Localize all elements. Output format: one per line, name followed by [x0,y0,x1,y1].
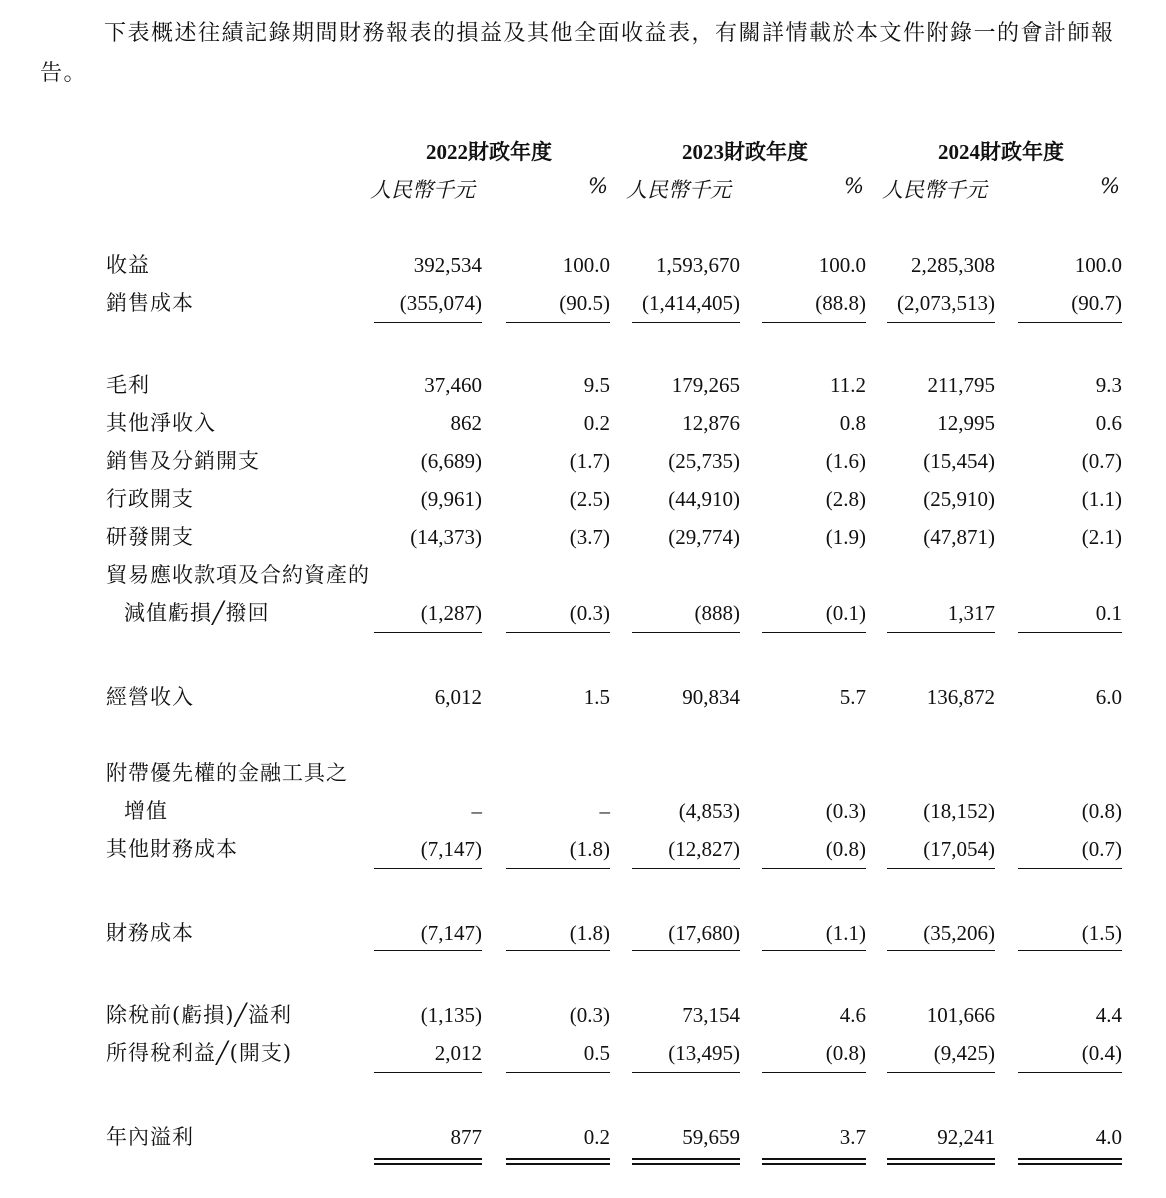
double-underline-rule [506,1158,610,1165]
cell-value: (1,287) [420,601,482,625]
cell-value: (0.1) [825,601,866,625]
underline-rule [506,1072,610,1073]
year-header-2022: 2022財政年度 [426,140,552,164]
cell-value: 12,876 [682,411,740,435]
cell-value: (0.8) [825,1041,866,1065]
year-header-2024: 2024財政年度 [938,140,1064,164]
underline-rule [374,322,482,323]
cell-value: (2.1) [1081,525,1122,549]
row-label: 增值 [124,799,168,823]
cell-value: (90.7) [1071,291,1122,315]
row-label: 除稅前(虧損)╱溢利 [106,1003,293,1027]
cell-value: (13,495) [668,1041,740,1065]
underline-rule [374,1072,482,1073]
cell-value: 37,460 [424,373,482,397]
pct-header-2024: % [1100,174,1120,198]
cell-value: 59,659 [682,1125,740,1149]
cell-value: (1.7) [569,449,610,473]
cell-value: (47,871) [923,525,995,549]
double-underline-rule [762,1158,866,1165]
cell-value: 2,285,308 [911,253,995,277]
underline-rule [632,1072,740,1073]
underline-rule [762,1072,866,1073]
cell-value: 6.0 [1095,685,1122,709]
underline-rule [762,632,866,633]
cell-value: (0.8) [1081,799,1122,823]
double-underline-rule [887,1158,995,1165]
underline-rule [1018,322,1122,323]
cell-value: 392,534 [413,253,482,277]
cell-value: (88.8) [815,291,866,315]
underline-rule [887,868,995,869]
row-label: 銷售及分銷開支 [106,449,260,473]
underline-rule [374,868,482,869]
cell-value: 73,154 [682,1003,740,1027]
underline-rule [1018,868,1122,869]
row-label: 收益 [106,253,150,277]
cell-value: 1,317 [947,601,995,625]
cell-value: (1.1) [1081,487,1122,511]
cell-value: (4,853) [678,799,740,823]
cell-value: – [471,799,482,823]
cell-value: (7,147) [420,921,482,945]
underline-rule [506,950,610,951]
double-underline-rule [1018,1158,1122,1165]
cell-value: (2.5) [569,487,610,511]
cell-value: (25,735) [668,449,740,473]
underline-rule [632,868,740,869]
cell-value: (6,689) [420,449,482,473]
cell-value: (14,373) [410,525,482,549]
cell-value: (9,961) [420,487,482,511]
cell-value: (2.8) [825,487,866,511]
cell-value: 12,995 [937,411,995,435]
cell-value: (12,827) [668,837,740,861]
cell-value: 0.5 [583,1041,610,1065]
cell-value: 877 [450,1125,482,1149]
year-header-2023: 2023財政年度 [682,140,808,164]
row-label: 減值虧損╱撥回 [124,601,270,625]
cell-value: 4.4 [1095,1003,1122,1027]
cell-value: (15,454) [923,449,995,473]
cell-value: 90,834 [682,685,740,709]
row-label: 貿易應收款項及合約資產的 [106,563,370,587]
cell-value: 1,593,670 [656,253,740,277]
underline-rule [1018,632,1122,633]
underline-rule [632,950,740,951]
underline-rule [1018,1072,1122,1073]
cell-value: (2,073,513) [897,291,995,315]
intro-paragraph: 下表概述往績記錄期間財務報表的損益及其他全面收益表，有關詳情載於本文件附錄一的會計師報告。 [40,21,1115,86]
cell-value: (1,135) [420,1003,482,1027]
cell-value: (888) [694,601,740,625]
underline-rule [762,868,866,869]
cell-value: (35,206) [923,921,995,945]
cell-value: 0.2 [583,1125,610,1149]
cell-value: (0.8) [825,837,866,861]
underline-rule [887,1072,995,1073]
cell-value: 5.7 [839,685,866,709]
cell-value: (0.3) [569,1003,610,1027]
pct-header-2022: % [588,174,608,198]
cell-value: 4.0 [1095,1125,1122,1149]
cell-value: (1,414,405) [642,291,740,315]
row-label: 財務成本 [106,921,194,945]
underline-rule [887,950,995,951]
cell-value: (355,074) [399,291,482,315]
cell-value: (44,910) [668,487,740,511]
row-label: 年內溢利 [106,1125,194,1149]
row-label: 行政開支 [106,487,194,511]
cell-value: 1.5 [583,685,610,709]
cell-value: 100.0 [1074,253,1122,277]
cell-value: (0.3) [825,799,866,823]
underline-rule [632,632,740,633]
underline-rule [506,632,610,633]
cell-value: (18,152) [923,799,995,823]
underline-rule [506,322,610,323]
underline-rule [1018,950,1122,951]
cell-value: (9,425) [933,1041,995,1065]
cell-value: 3.7 [839,1125,866,1149]
row-label: 研發開支 [106,525,194,549]
cell-value: (0.7) [1081,449,1122,473]
cell-value: (0.3) [569,601,610,625]
underline-rule [887,322,995,323]
double-underline-rule [374,1158,482,1165]
underline-rule [374,632,482,633]
row-label: 其他財務成本 [106,837,238,861]
cell-value: (1.9) [825,525,866,549]
row-label: 所得稅利益╱(開支) [106,1041,293,1065]
cell-value: (3.7) [569,525,610,549]
cell-value: 211,795 [927,373,995,397]
cell-value: 11.2 [830,373,866,397]
underline-rule [632,322,740,323]
cell-value: (25,910) [923,487,995,511]
row-label: 附帶優先權的金融工具之 [106,761,348,785]
cell-value: 179,265 [671,373,740,397]
unit-header-2022: 人民幣千元 [370,178,475,202]
row-label: 其他淨收入 [106,411,216,435]
cell-value: (1.6) [825,449,866,473]
row-label: 經營收入 [106,685,194,709]
cell-value: 9.5 [583,373,610,397]
cell-value: 6,012 [434,685,482,709]
cell-value: 0.1 [1095,601,1122,625]
cell-value: 862 [450,411,482,435]
cell-value: (29,774) [668,525,740,549]
cell-value: 136,872 [926,685,995,709]
row-label: 毛利 [106,373,150,397]
cell-value: (7,147) [420,837,482,861]
underline-rule [762,950,866,951]
cell-value: (1.8) [569,921,610,945]
cell-value: (17,054) [923,837,995,861]
cell-value: (0.7) [1081,837,1122,861]
cell-value: 0.6 [1095,411,1122,435]
cell-value: (1.1) [825,921,866,945]
cell-value: 100.0 [562,253,610,277]
cell-value: 100.0 [818,253,866,277]
cell-value: (1.8) [569,837,610,861]
cell-value: (17,680) [668,921,740,945]
cell-value: (0.4) [1081,1041,1122,1065]
cell-value: 0.2 [583,411,610,435]
row-label: 銷售成本 [106,291,194,315]
underline-rule [506,868,610,869]
cell-value: 4.6 [839,1003,866,1027]
underline-rule [762,322,866,323]
cell-value: 0.8 [839,411,866,435]
unit-header-2023: 人民幣千元 [626,178,731,202]
underline-rule [887,632,995,633]
unit-header-2024: 人民幣千元 [882,178,987,202]
cell-value: 9.3 [1095,373,1122,397]
cell-value: (1.5) [1081,921,1122,945]
pct-header-2023: % [844,174,864,198]
cell-value: 2,012 [434,1041,482,1065]
underline-rule [374,950,482,951]
cell-value: 101,666 [926,1003,995,1027]
cell-value: (90.5) [559,291,610,315]
cell-value: – [599,799,610,823]
cell-value: 92,241 [937,1125,995,1149]
double-underline-rule [632,1158,740,1165]
